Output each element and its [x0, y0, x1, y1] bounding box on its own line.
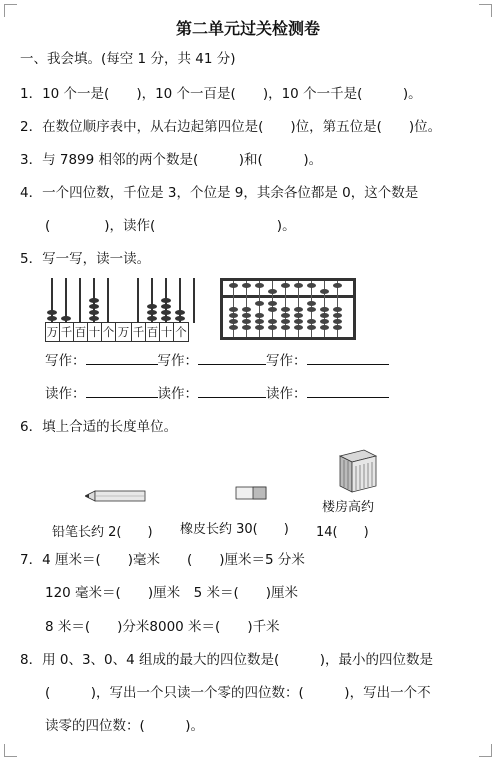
question-8-line-3: 读零的四位数：( )。	[45, 718, 205, 734]
question-5: 5．写一写，读一读。	[20, 251, 151, 267]
page-title: 第二单元过关检测卷	[175, 19, 320, 38]
place-label: 万	[116, 323, 132, 341]
question-7-line-1: 7．4 厘米＝( )毫米 ( )厘米＝5 分米	[20, 552, 305, 568]
question-2: 2．在数位顺序表中，从右边起第四位是( )位，第五位是( )位。	[20, 119, 442, 135]
place-label: 十	[88, 325, 101, 339]
place-label: 个	[175, 325, 187, 339]
pencil-caption: 铅笔长约 2( )	[52, 525, 153, 540]
question-4-line-2: ( )，读作( )。	[45, 218, 296, 234]
write-blank-2[interactable]	[198, 352, 266, 365]
read-blank-2[interactable]	[198, 385, 266, 398]
building-caption: 楼房高约	[322, 500, 375, 515]
read-label: 读作：	[45, 386, 86, 402]
eraser-icon	[235, 486, 267, 500]
question-7-line-2: 120 毫米＝( )厘米 5 米＝( )厘米	[45, 585, 299, 601]
write-blank-3[interactable]	[307, 352, 389, 365]
place-label: 百	[146, 325, 159, 339]
place-label: 万	[46, 325, 59, 339]
read-row	[45, 385, 389, 403]
question-3: 3．与 7899 相邻的两个数是( )和( )。	[20, 152, 323, 168]
place-label: 百	[74, 325, 87, 339]
eraser-caption: 橡皮长约 30( )	[180, 522, 289, 537]
place-value-labels	[45, 322, 189, 342]
write-label: 写作：	[157, 353, 198, 369]
write-row	[45, 352, 389, 370]
pencil-icon	[85, 490, 147, 502]
section-one-heading: 一、我会填。(每空 1 分，共 41 分)	[20, 51, 236, 67]
read-blank-3[interactable]	[307, 385, 389, 398]
question-6: 6．填上合适的长度单位。	[20, 419, 178, 435]
place-label: 个	[102, 325, 115, 339]
question-4-line-1: 4．一个四位数，千位是 3，个位是 9，其余各位都是 0，这个数是	[20, 185, 419, 201]
question-7-line-3: 8 米＝( )分米8000 米＝( )千米	[45, 619, 280, 635]
question-8-line-2: ( )，写出一个只读一个零的四位数：( )，写出一个不	[45, 685, 431, 701]
place-label: 千	[132, 325, 145, 339]
corner-mark-bottom-right	[479, 744, 492, 757]
read-label: 读作：	[157, 386, 198, 402]
read-blank-1[interactable]	[86, 385, 158, 398]
place-label: 千	[60, 325, 73, 339]
write-label: 写作：	[266, 353, 307, 369]
building-icon	[336, 448, 380, 494]
read-label: 读作：	[266, 386, 307, 402]
write-blank-1[interactable]	[86, 352, 158, 365]
building-value: 14( )	[316, 525, 369, 540]
question-1: 1．10 个一是( )，10 个一百是( )，10 个一千是( )。	[20, 86, 422, 102]
write-label: 写作：	[45, 353, 86, 369]
counting-frame-figure	[45, 278, 217, 340]
question-8-line-1: 8．用 0、3、0、4 组成的最大的四位数是( )，最小的四位数是	[20, 652, 434, 668]
chinese-abacus-figure	[220, 278, 356, 340]
corner-mark-bottom-left	[4, 744, 17, 757]
place-label: 十	[160, 325, 173, 339]
